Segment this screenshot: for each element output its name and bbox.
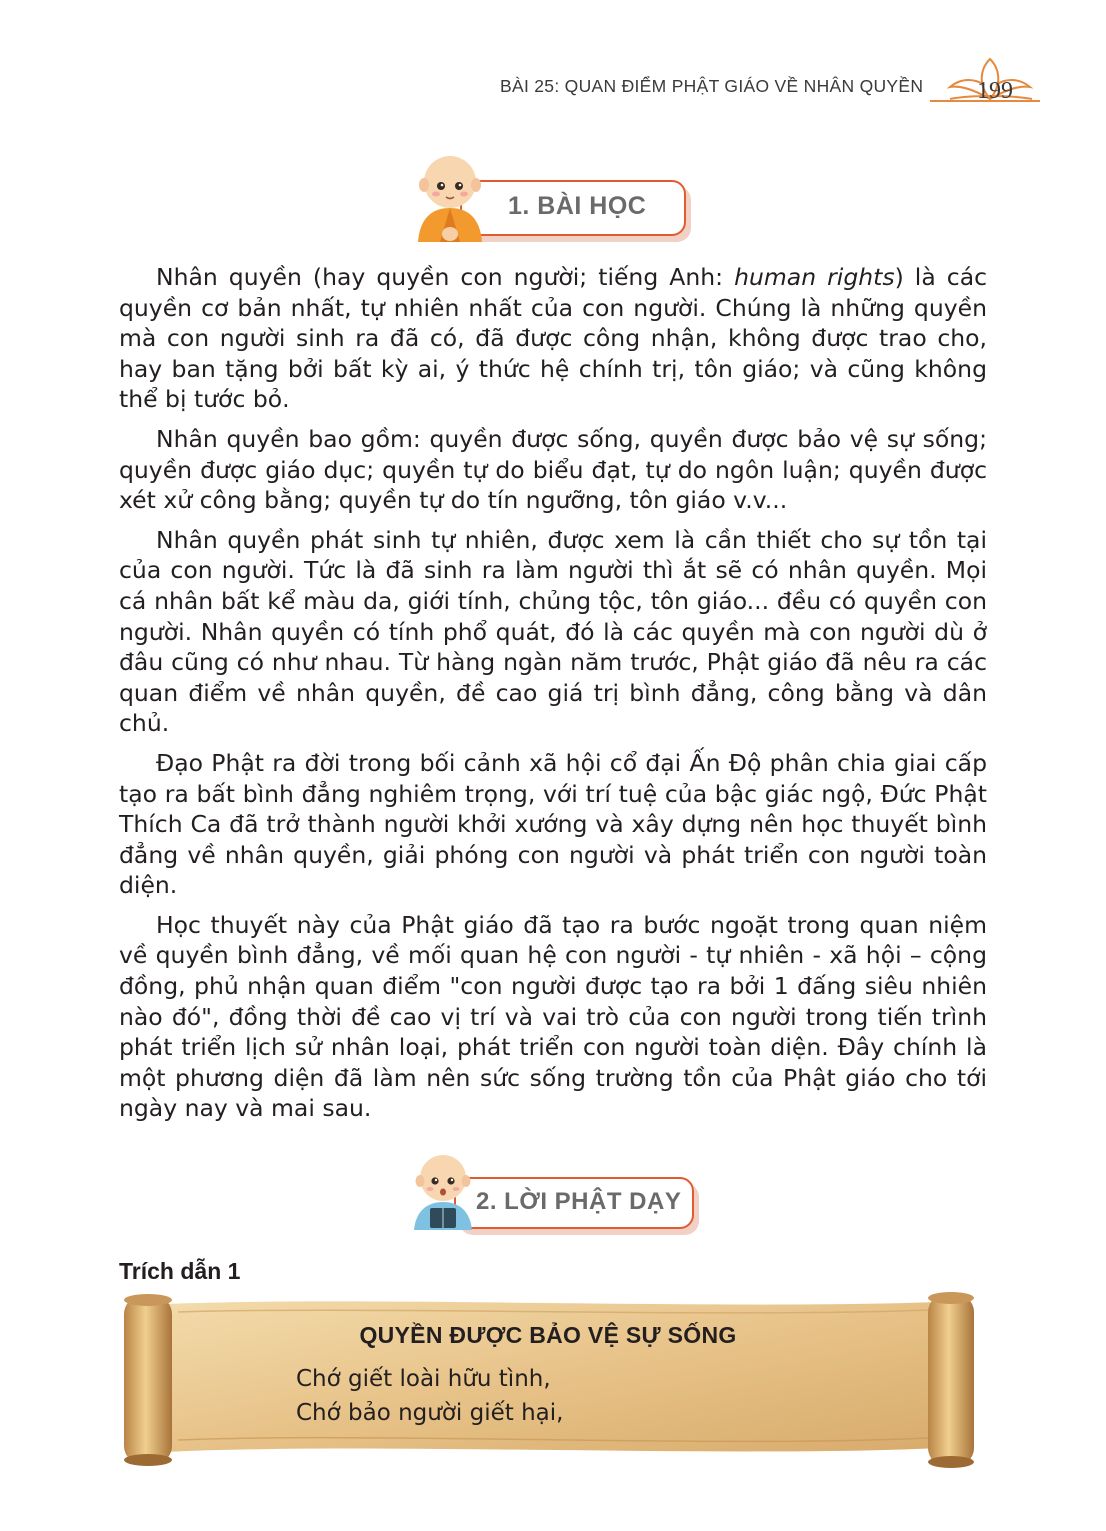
paragraph <box>119 262 987 415</box>
quote-title: QUYỀN ĐƯỢC BẢO VỆ SỰ SỐNG <box>359 1322 737 1348</box>
section-title: 1. BÀI HỌC <box>508 192 647 220</box>
quote-label: Trích dẫn 1 <box>119 1258 241 1284</box>
monk-reading-icon <box>408 1150 478 1235</box>
paragraph-text: ) là các quyền cơ bản nhất, tự nhiên nhất của con người. Chúng là những quyền mà con người sinh ra đã có, đã được công nhận, không được trao cho, hay ban tặng bởi bất kỳ ai, ý thức hệ chính trị, tôn giáo; và cũng không thể bị tước bỏ. <box>119 263 988 414</box>
section-heading-lesson <box>410 150 700 245</box>
quote-line: Chớ bảo người giết hại, <box>296 1400 564 1426</box>
page-number: 199 <box>977 78 1013 104</box>
paragraph: Học thuyết này của Phật giáo đã tạo ra bước ngoặt trong quan niệm về quyền bình đẳng, về mối quan hệ con người - tự nhiên - xã hội – cộng đồng, phủ nhận quan điểm "con người được tạo ra bởi 1 đấng siêu nhiên nào đó", đồng thời đề cao vị trí và vai trò của con người trong tiến trình phát triển lịch sử nhân loại, phát triển con người toàn diện. Đây chính là một phương diện đã làm nên sức sống trường tồn của Phật giáo cho tới ngày nay và mai sau. <box>119 910 987 1123</box>
quote-scroll <box>118 1290 978 1470</box>
lesson-body <box>119 262 987 1124</box>
paragraph: Nhân quyền phát sinh tự nhiên, được xem là cần thiết cho sự tồn tại của con người. Tức là đã sinh ra làm người thì ắt sẽ có nhân quyền. Mọi cá nhân bất kể màu da, giới tính, chủng tộc, tôn giáo... đều có quyền con người. Nhân quyền có tính phổ quát, đó là các quyền mà con người dù ở đâu cũng có như nhau. Từ hàng ngàn năm trước, Phật giáo đã nêu ra các quan điểm về nhân quyền, đề cao giá trị bình đẳng, công bằng và dân chủ. <box>119 525 987 738</box>
section-heading-teaching <box>408 1150 708 1235</box>
running-header: BÀI 25: QUAN ĐIỂM PHẬT GIÁO VỀ NHÂN QUYỀN <box>500 76 924 96</box>
paragraph: Đạo Phật ra đời trong bối cảnh xã hội cổ đại Ấn Độ phân chia giai cấp tạo ra bất bình đẳng nghiêm trọng, với trí tuệ của bậc giác ngộ, Đức Phật Thích Ca đã trở thành người khởi xướng và xây dựng nên học thuyết bình đẳng về nhân quyền, giải phóng con người và phát triển con người toàn diện. <box>119 748 987 900</box>
paragraph-text: Nhân quyền (hay quyền con người; tiếng Anh: <box>156 263 735 291</box>
paragraph-italic-term: human rights <box>734 263 895 291</box>
monk-praying-icon <box>410 150 490 245</box>
section-title: 2. LỜI PHẬT DẠY <box>476 1188 682 1215</box>
quote-line: Chớ giết loài hữu tình, <box>296 1366 551 1392</box>
paragraph: Nhân quyền bao gồm: quyền được sống, quyền được bảo vệ sự sống; quyền được giáo dục; quyền tự do biểu đạt, tự do ngôn luận; quyền được xét xử công bằng; quyền tự do tín ngưỡng, tôn giáo v.v... <box>119 424 987 515</box>
